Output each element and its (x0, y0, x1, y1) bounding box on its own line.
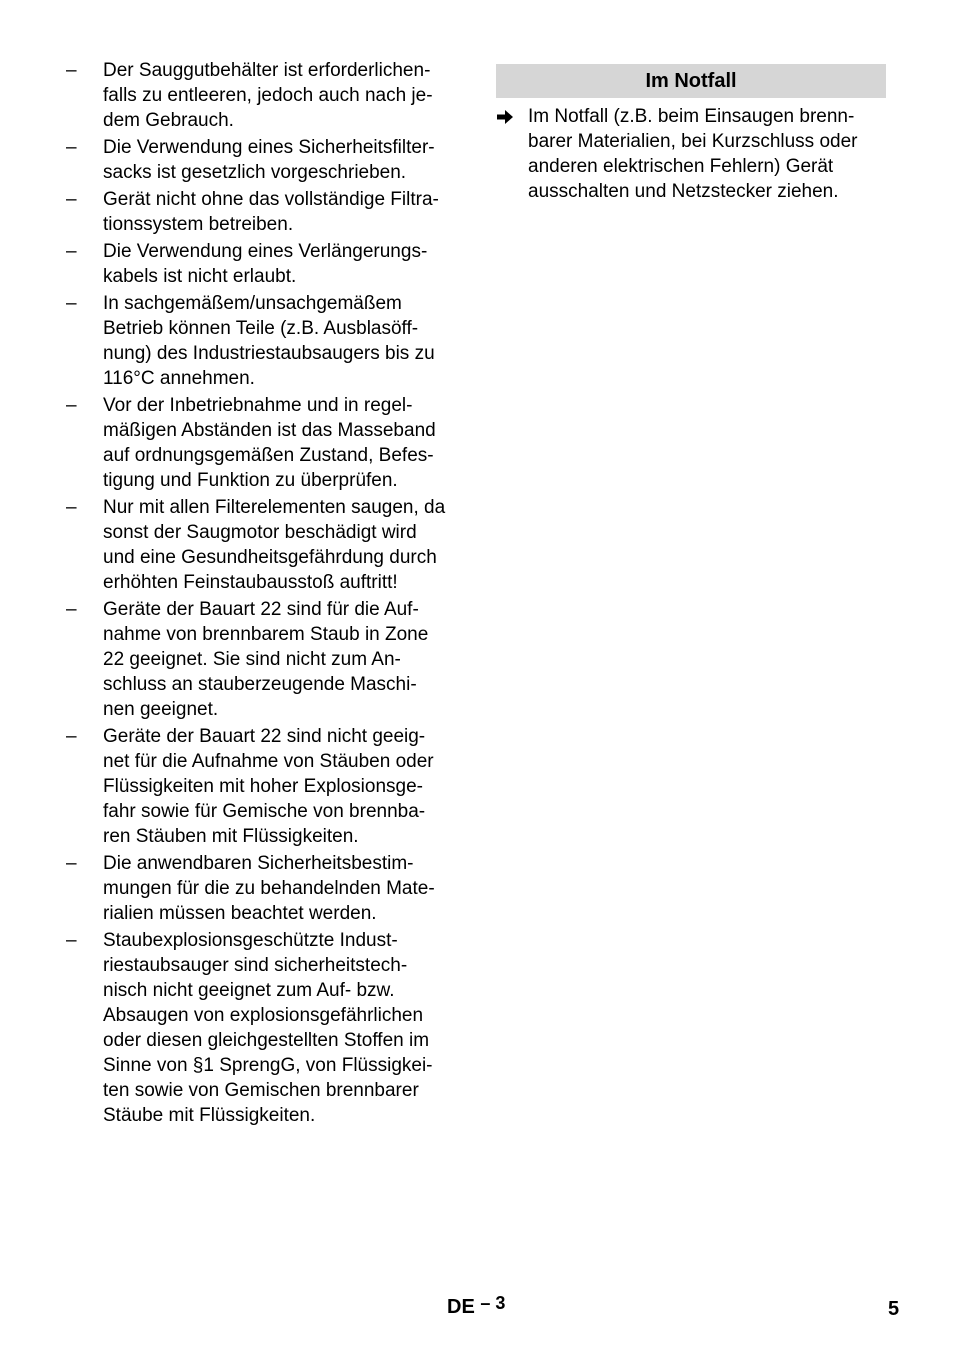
list-item-text (103, 291, 466, 391)
list-item (66, 58, 466, 133)
text-line: nisch nicht geeignet zum Auf- bzw. (103, 980, 395, 1001)
footer-language (447, 1293, 506, 1319)
text-line: oder diesen gleichgestellten Stoffen im (103, 1030, 430, 1051)
text-line: riestaubsauger sind sicherheitstech- (103, 955, 408, 976)
dash-bullet: – (66, 497, 77, 518)
list-item (66, 724, 466, 849)
text-line: Stäube mit Flüssigkeiten. (103, 1105, 316, 1126)
text-line: auf ordnungsgemäßen Zustand, Befes- (103, 445, 434, 466)
page-number: 5 (888, 1298, 900, 1320)
list-item-text (103, 135, 466, 185)
dash-bullet: – (66, 726, 77, 747)
text-line: mungen für die zu behandelnden Mate- (103, 878, 435, 899)
text-line: rialien müssen beachtet werden. (103, 903, 377, 924)
text-line: net für die Aufnahme von Stäuben oder (103, 751, 434, 772)
list-item (66, 928, 466, 1128)
text-line: Nur mit allen Filterelementen saugen, da (103, 497, 446, 518)
text-line: nahme von brennbarem Staub in Zone (103, 624, 429, 645)
list-item-text (103, 724, 466, 849)
dash-bullet: – (66, 241, 77, 262)
section-page-number: – 3 (480, 1293, 506, 1313)
text-line: tionssystem betreiben. (103, 214, 294, 235)
list-item (66, 393, 466, 493)
text-line: sacks ist gesetzlich vorgeschrieben. (103, 162, 407, 183)
list-item-text (103, 597, 466, 722)
text-line: schluss an stauberzeugende Maschi- (103, 674, 417, 695)
dash-bullet: – (66, 395, 77, 416)
text-line: dem Gebrauch. (103, 110, 234, 131)
dash-bullet: – (66, 599, 77, 620)
text-line: Flüssigkeiten mit hoher Explosionsge- (103, 776, 423, 797)
list-item-text (103, 239, 466, 289)
text-line: kabels ist nicht erlaubt. (103, 266, 297, 287)
text-line: In sachgemäßem/unsachgemäßem (103, 293, 402, 314)
text-line: tigung und Funktion zu überprüfen. (103, 470, 398, 491)
text-line: barer Materialien, bei Kurzschluss oder (528, 131, 858, 152)
text-line: ten sowie von Gemischen brennbarer (103, 1080, 419, 1101)
safety-notes-list (66, 58, 466, 1130)
text-line: falls zu entleeren, jedoch auch nach je- (103, 85, 433, 106)
text-line: sonst der Saugmotor beschädigt wird (103, 522, 417, 543)
list-item-text (103, 851, 466, 926)
list-item-text (103, 58, 466, 133)
list-item-text (103, 495, 466, 595)
instruction-item (496, 104, 886, 204)
text-line: Geräte der Bauart 22 sind nicht geeig- (103, 726, 426, 747)
text-line: erhöhten Feinstaubausstoß auftritt! (103, 572, 398, 593)
text-line: 116°C annehmen. (103, 368, 255, 389)
text-line: ausschalten und Netzstecker ziehen. (528, 181, 839, 202)
emergency-section (496, 64, 886, 204)
text-line: Die Verwendung eines Verlängerungs- (103, 241, 428, 262)
text-line: nung) des Industriestaubsaugers bis zu (103, 343, 435, 364)
text-line: Gerät nicht ohne das vollständige Filtra- (103, 189, 439, 210)
text-line: Vor der Inbetriebnahme und in regel- (103, 395, 413, 416)
dash-bullet: – (66, 60, 77, 81)
dash-bullet: – (66, 930, 77, 951)
text-line: nen geeignet. (103, 699, 219, 720)
list-item (66, 135, 466, 185)
list-item (66, 187, 466, 237)
text-line: Die Verwendung eines Sicherheitsfilter- (103, 137, 435, 158)
list-item-text (103, 187, 466, 237)
list-item (66, 851, 466, 926)
text-line: fahr sowie für Gemische von brennba- (103, 801, 426, 822)
text-line: Betrieb können Teile (z.B. Ausblasöff- (103, 318, 419, 339)
text-line: Sinne von §1 SprengG, von Flüssigkei- (103, 1055, 433, 1076)
text-line: Geräte der Bauart 22 sind für die Auf- (103, 599, 419, 620)
dash-bullet: – (66, 189, 77, 210)
list-item (66, 597, 466, 722)
list-item (66, 291, 466, 391)
text-line: Absaugen von explosionsgefährlichen (103, 1005, 424, 1026)
dash-bullet: – (66, 293, 77, 314)
text-line: 22 geeignet. Sie sind nicht zum An- (103, 649, 401, 670)
list-item (66, 239, 466, 289)
text-line: Im Notfall (z.B. beim Einsaugen brenn- (528, 106, 855, 127)
language-code: DE (447, 1296, 475, 1318)
dash-bullet: – (66, 137, 77, 158)
instruction-text (528, 104, 886, 204)
text-line: ren Stäuben mit Flüssigkeiten. (103, 826, 359, 847)
text-line: Der Sauggutbehälter ist erforderlichen- (103, 60, 431, 81)
list-item-text (103, 393, 466, 493)
dash-bullet: – (66, 853, 77, 874)
text-line: Die anwendbaren Sicherheitsbestim- (103, 853, 414, 874)
text-line: anderen elektrischen Fehlern) Gerät (528, 156, 834, 177)
text-line: und eine Gesundheitsgefährdung durch (103, 547, 437, 568)
text-line: mäßigen Abständen ist das Masseband (103, 420, 436, 441)
section-heading: Im Notfall (496, 64, 886, 98)
list-item-text (103, 928, 466, 1128)
list-item (66, 495, 466, 595)
arrow-right-icon (496, 104, 528, 129)
text-line: Staubexplosionsgeschützte Indust- (103, 930, 398, 951)
